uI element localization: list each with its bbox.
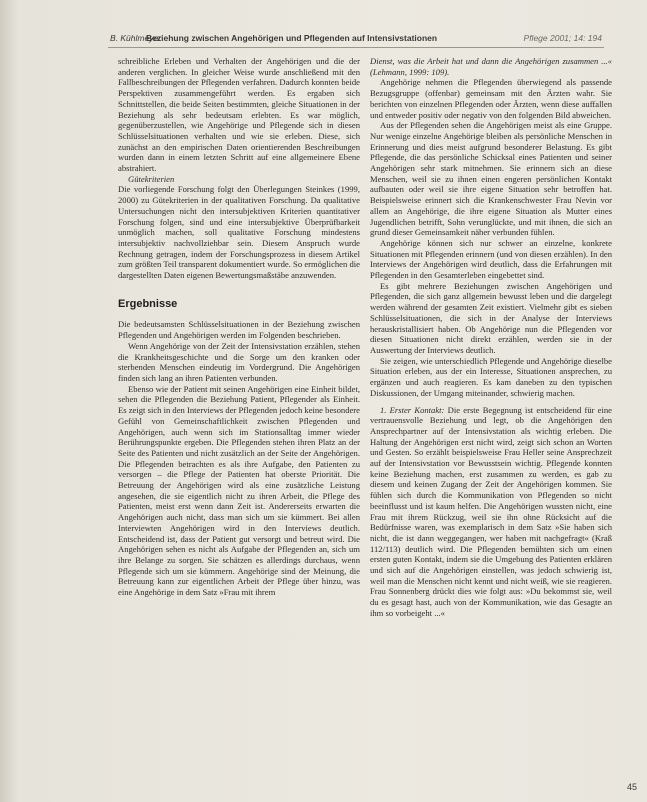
paragraph: Wenn Angehörige von der Zeit der Intensivstation erzählen, stehen die Krankheitsgeschichte und die Sorge um den kranken oder sterbenden Menschen eindeutig im Vordergrund. Die Angehörigen finden sich lang an ihren Patienten verbunden. bbox=[118, 340, 360, 383]
paragraph: Angehörige können sich nur schwer an einzelne, konkrete Situationen mit Pflegenden erinnern (und von diesen erzählen). In den Interviews der Angehörigen wird deutlich, dass die Erfahrungen mit Pflegenden in den Gesamterleben eingebettet sind. bbox=[370, 237, 612, 281]
numbered-lead: 1. Erster Kontakt: bbox=[380, 404, 445, 415]
subsection-heading: Gütekriterien bbox=[128, 173, 175, 184]
section-heading: Ergebnisse bbox=[118, 297, 178, 310]
paragraph: Angehörige nehmen die Pflegenden überwiegend als passende Bezugsgruppe (offenbar) gemeinsam mit den Ärzten wahr. Sie berichten von einzelnen Pflegenden oder Ärzten, wenn diese auffallen und entweder positiv oder negativ von den folgenden Bild abweichen. bbox=[370, 77, 612, 120]
page-number: 45 bbox=[626, 782, 637, 792]
paragraph: Dienst, was die Arbeit hat und dann die Angehörigen zusammen ...« (Lehmann, 1999: 109). bbox=[370, 56, 612, 77]
paragraph: schreibliche Erleben und Verhalten der Angehörigen und die der anderen verglichen. In gleicher Weise wurde anschließend mit den Fallbeschreibungen der Pflegenden verfahren. Dadurch konnten beide Perspektiven zusammengeführt werden. Es ergaben sich Schnittstellen, die beide Seiten bestimmten, gleiche Situationen in der Beziehung als sehr bedeutsam erlebten. Es war möglich, gegenüberzustellen, wie Angehörige und Pflegende sich in diesen Schlüsselsituationen verhalten und wie sie erleben. Diese, sich zunächst an den empirischen Daten orientierenden Beschreibungen wurden dann in einem letzten Schritt auf eine allgemeinere Ebene abstrahiert. bbox=[118, 56, 360, 174]
left-column bbox=[118, 56, 360, 598]
paragraph: Die vorliegende Forschung folgt den Überlegungen Steinkes (1999, 2000) zu Gütekriterien in der qualitativen Forschung. Da qualitative Untersuchungen nicht den intersubjektiven Kriterien quantitativer Forschung folgen, sind und eine intersubjektive Überprüfbarkeit unmöglich machen, soll qualitative Forschung mindestens intersubjektiv nachvollziehbar sein. Diesem Anspruch wurde Rechnung getragen, indem der Forschungsprozess in diesem Artikel zum größten Teil transparent dokumentiert wurde. So ermöglichen die dargestellten Daten eigenen Bewertungsmaßstäbe anzuwenden. bbox=[118, 184, 360, 281]
header-divider bbox=[108, 47, 604, 48]
paragraph: Ebenso wie der Patient mit seinen Angehörigen eine Einheit bildet, sehen die Pflegenden die Beziehung Patient, Pflegender als Einheit. Es zeigt sich in den Interviews der Pflegenden jedoch keine besondere Gefühl von Gemeinschaftlichkeit zwischen Pflegenden und Angehörigen, auch wenn sich im Stationsalltag immer wieder Berührungspunkte ergeben. Die Pflegenden stehen ihren Platz an der Seite des Patienten und nicht zusätzlich an der Seite der Angehörigen. Die Pflegenden betrachten es als ihre Aufgabe, den Patienten zu versorgen – die Pflege der Patienten hat oberste Priorität. Die Betreuung der Angehörigen wird als eine zusätzliche Leistung angesehen, die sie eigentlich nicht zu ihren Arbeit, die Pflege des Patienten, meist erst wenn dann Zeit ist. Andererseits erwarten die Angehörigen auch nicht, dass man sich um sie kümmert. Bei allen Interviewten Angehörigen wird in den Interviews deutlich. Entscheidend ist, dass der Patient gut versorgt und betreut wird. Die Angehörigen sehen es nicht als Aufgabe der Pflegenden an, sich um ihre Belange zu sorgen. Sie schätzen es allerdings durchaus, wenn Pflegende sich um sie kümmern. Angehörige sind der Meinung, die Betreuung kann zur eigentlichen Arbeit der Pflege über hinzu, was eine Angehörige in dem Satz »Frau mit ihrem bbox=[118, 383, 360, 598]
header-author: B. Kühlmeyer bbox=[110, 33, 162, 43]
paragraph: Es gibt mehrere Beziehungen zwischen Angehörigen und Pflegenden, die sich ganz allgemein bewusst leben und die dargelegt werden während der gesamten Zeit existiert. Vielmehr gibt es sieben Schlüsselsituationen, die sich in der Analyse der Interviews herauskristallisiert haben. Ob Angehörige nun die Pflegenden vor diesen Situationen nicht direkt erzählen, werden sie in der Auswertung der Interviews deutlich. bbox=[370, 280, 612, 355]
paragraph: Die bedeutsamsten Schlüsselsituationen in der Beziehung zwischen Pflegenden und Angehörigen werden im Folgenden beschrieben. bbox=[118, 319, 360, 341]
header-citation: Pflege 2001; 14: 194 bbox=[523, 33, 602, 43]
paragraph bbox=[370, 405, 612, 619]
right-column bbox=[370, 56, 612, 619]
paragraph: Sie zeigen, wie unterschiedlich Pflegende und Angehörige dieselbe Situation erleben, aus der ein Interesse, Situationen ansprechen, zu ergänzen und auch reagieren. Es kam daneben zu den typischen Diskussionen, der Umgang miteinander, schwierig machen. bbox=[370, 355, 612, 398]
header-title: Beziehung zwischen Angehörigen und Pflegenden auf Intensivstationen bbox=[146, 33, 438, 43]
running-header bbox=[108, 30, 604, 46]
paragraph: Aus der Pflegenden sehen die Angehörigen meist als eine Gruppe. Nur wenige einzelne Angehörige bleiben als persönliche Menschen in Erinnerung und dies meist aufgrund besonderer Belastung. Es gibt Pflegende, die das persönliche Schicksal eines Patienten und seiner Angehörigen sehr stark mitnehmen. Sie erinnern sich an diese Menschen, weil sie zu ihnen einen engeren persönlichen Kontakt aufbauten oder weil sie ihre eigene Situation sehr betroffen hat. Beispielsweise erinnert sich die Krankenschwester Frau Nevin vor allem an Angehörige, die ihre eigene Situation als Mutter eines Jugendlichen betrifft, Sohn verunglückte, und mit ihnen, die sich an grund dieser Gemeinsamkeit näher verbunden fühlen. bbox=[370, 120, 612, 238]
paragraph-text: Die erste Begegnung ist entscheidend für eine vertrauensvolle Beziehung und legt, ob die Angehörigen den Ansprechpartner auf der Intensivstation als wichtig erleben. Die Haltung der Angehörigen erst nicht wird, zeigt sich schon an Worten und Gesten. So erzählt beispielsweise Frau Heller seine Ansprechzeit auf der Intensivstation vor Bewusstsein wichtig. Pflegende konnten keine Beziehung machen, erst zusammen zu werden, es gab zu diesem und keinen Zugang der Zeit der Angehörigen kommen. Sie fühlen sich durch die Kommunikation von Pflegenden so nicht beeinflusst und ist kaum helfen. Die Angehörigen wussten nicht, eine Frau mit ihrem Rückzug, weil sie ihn ohne Rücksicht auf die Bedürfnisse waren, was exemplarisch in dem Satz »Sie haben sich nicht, die ist dann weggegangen, wer haben mit nachgefragt« (Kraß 112/113) deutlich wird. Die Pflegenden bemühten sich um einen ersten guten Kontakt, indem sie die Umgebung des Patienten erklären und sich auf die Angehörigen einstellen, was jedoch schwierig ist, weil man die Menschen nicht kennt und nicht weiß, wie sie reagieren. Frau Sonnenberg drückt dies wie folgt aus: »Du bekommst sie, weil du es gesagt hast, auch von der Kommunikation, wie das Gesagte an ihm so vorbeigeht ...« bbox=[370, 404, 612, 618]
